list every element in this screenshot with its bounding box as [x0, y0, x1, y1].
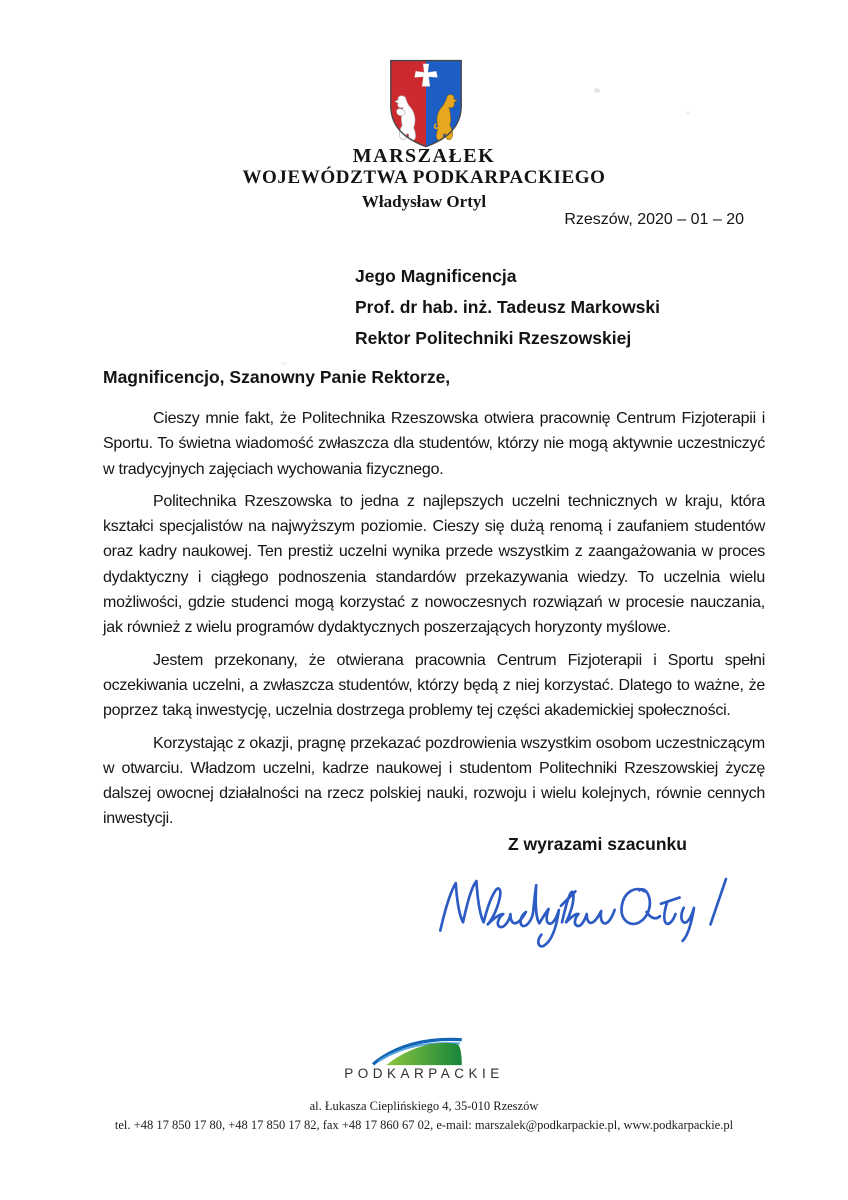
footer-address-line: al. Łukasza Cieplińskiego 4, 35-010 Rzeszów [309, 1099, 539, 1113]
footer-logo-text: PODKARPACKIE [344, 1066, 504, 1081]
footer-contact-line: tel. +48 17 850 17 80, +48 17 850 17 82, fax +48 17 860 67 02, e-mail: marszalek@podkarpackie.pl, www.podkarpackie.pl [114, 1117, 734, 1132]
closing-phrase: Z wyrazami szacunku [508, 834, 687, 854]
letter-body [103, 406, 765, 839]
scan-artifact [594, 88, 600, 93]
podkarpackie-coat-of-arms-icon [385, 58, 467, 150]
handwritten-signature [430, 860, 760, 964]
scan-artifact [282, 362, 287, 365]
body-paragraph-1: Cieszy mnie fakt, że Politechnika Rzeszowska otwiera pracownię Centrum Fizjoterapii i Sportu. To świetna wiadomość zwłaszcza dla studentów, którzy nie mogą aktywnie uczestniczyć w tradycyjnych zajęciach wychowania fizycznego. [103, 410, 765, 478]
recipient-line-2: Prof. dr hab. inż. Tadeusz Markowski [355, 297, 661, 317]
podkarpackie-logo-icon [366, 1034, 482, 1068]
scan-artifact [686, 111, 690, 114]
recipient-line-3: Rektor Politechniki Rzeszowskiej [355, 328, 632, 348]
body-paragraph-4: Korzystając z okazji, pragnę przekazać pozdrowienia wszystkim osobom uczestniczącym w otwarciu. Władzom uczelni, kadrze naukowej i studentom Politechniki Rzeszowskiej życzę dalszej owocnej działalności na rzecz polskiej nauki, rozwoju i wielu kolejnych, równie cennych inwestycji. [103, 734, 765, 828]
recipient-line-1: Jego Magnificencja [355, 266, 517, 286]
body-paragraph-2: Politechnika Rzeszowska to jedna z najlepszych uczelni technicznych w kraju, która kształci specjalistów na najwyższym poziomie. Cieszy się dużą renomą i zaufaniem studentów oraz kadry naukowej. Ten prestiż uczelni wynika przede wszystkim z zaangażowania w proces dydaktyczny i ciągłego podnoszenia standardów przekazywania wiedzy. To uczelnia wielu możliwości, gdzie studenci mogą korzystać z nowoczesnych rozwiązań w procesie nauczania, jak również z wielu programów dydaktycznych poszerzających horyzonty myślowe. [103, 492, 765, 637]
body-paragraph-3: Jestem przekonany, że otwierana pracownia Centrum Fizjoterapii i Sportu spełni oczekiwania uczelni, a zwłaszcza studentów, którzy będą z niej korzystać. Dlatego to ważne, że poprzez taką inwestycję, uczelnia dostrzega problemy tej części akademickiej społeczności. [103, 651, 765, 720]
recipient-block [355, 261, 660, 354]
header-official-name: Władysław Ortyl [361, 192, 487, 211]
footer-address [0, 1097, 848, 1134]
salutation: Magnificencjo, Szanowny Panie Rektorze, [103, 367, 451, 387]
header-org-line2: WOJEWÓDZTWA PODKARPACKIEGO [242, 167, 606, 188]
header-org-line1: MARSZAŁEK [352, 145, 496, 167]
dateline: Rzeszów, 2020 – 01 – 20 [564, 211, 744, 228]
